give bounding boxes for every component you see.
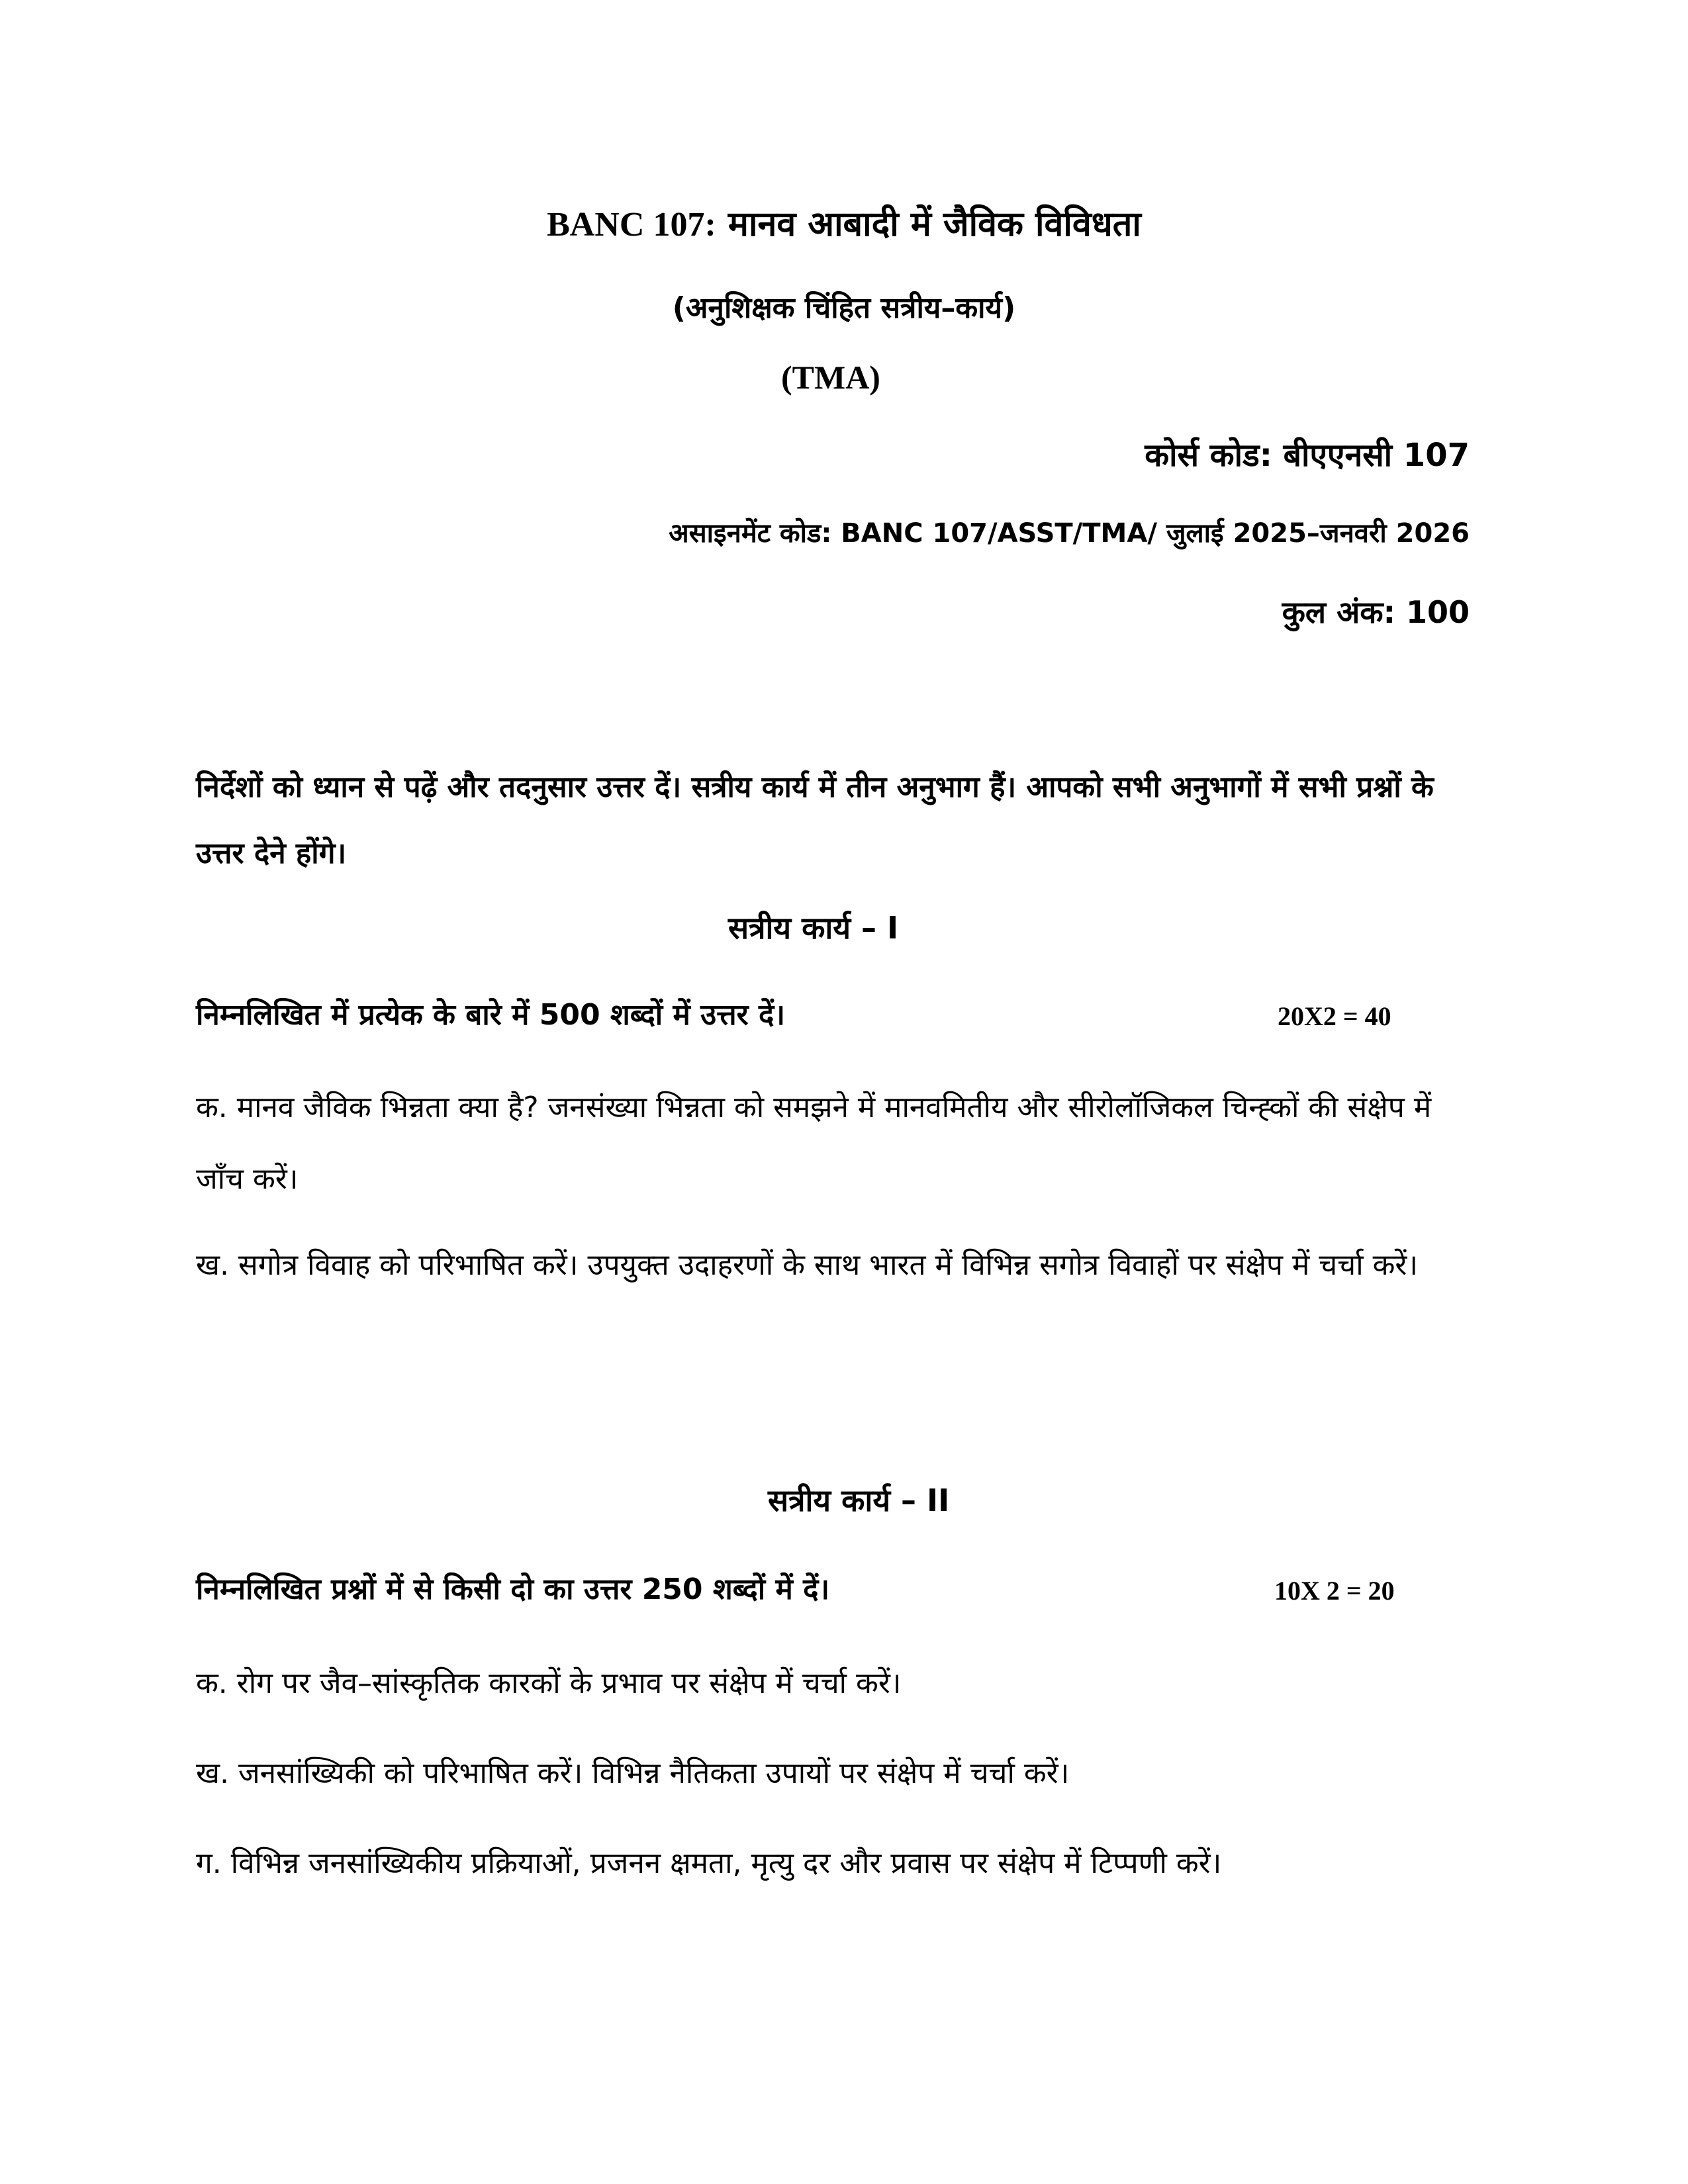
document-subtitle: (अनुशिक्षक चिंहित सत्रीय–कार्य) — [672, 291, 1016, 325]
section-1-question-b: ख. सगोत्र विवाह को परिभाषित करें। उपयुक्त उदाहरणों के साथ भारत में विभिन्न सगोत्र विवाहों पर संक्षेप में चर्चा करें। — [196, 1248, 1419, 1282]
general-instructions: निर्देशों को ध्यान से पढ़ें और तदनुसार उत्तर दें। सत्रीय कार्य में तीन अनुभाग हैं। आपको सभी अनुभागों में सभी प्रश्नों के उत्तर देने होंगे। — [196, 770, 1434, 870]
section-1-heading: सत्रीय कार्य – I — [728, 910, 899, 946]
tma-label: (TMA) — [781, 359, 880, 396]
assignment-code: असाइनमेंट कोड: BANC 107/ASST/TMA/ जुलाई 2025–जनवरी 2026 — [669, 518, 1470, 549]
section-2-heading: सत्रीय कार्य – II — [768, 1482, 950, 1518]
course-code: कोर्स कोड: बीएएनसी 107 — [1145, 437, 1470, 474]
section-1-instruction: निम्नलिखित में प्रत्येक के बारे में 500 शब्दों में उत्तर दें। — [196, 998, 786, 1032]
section-2-question-a: क. रोग पर जैव–सांस्कृतिक कारकों के प्रभाव पर संक्षेप में चर्चा करें। — [196, 1666, 902, 1700]
title-course-name: मानव आबादी में जैविक विविधता — [727, 204, 1141, 244]
section-2-question-b: ख. जनसांख्यिकी को परिभाषित करें। विभिन्न नैतिकता उपायों पर संक्षेप में चर्चा करें। — [196, 1756, 1070, 1790]
document-title — [0, 204, 1688, 246]
title-course-code: BANC 107: — [547, 206, 716, 244]
section-2-question-c: ग. विभिन्न जनसांख्यिकीय प्रक्रियाओं, प्रजनन क्षमता, मृत्यु दर और प्रवास पर संक्षेप में टिप्पणी करें। — [196, 1846, 1222, 1880]
section-2-marks: 10X 2 = 20 — [1274, 1576, 1395, 1606]
section-1-marks: 20X2 = 40 — [1278, 1001, 1391, 1031]
section-2-instruction: निम्नलिखित प्रश्नों में से किसी दो का उत्तर 250 शब्दों में दें। — [196, 1572, 830, 1606]
section-1-question-a: क. मानव जैविक भिन्नता क्या है? जनसंख्या भिन्नता को समझने में मानवमितीय और सीरोलॉजिकल चिन्ह्कों की संक्षेप में जाँच करें। — [196, 1091, 1432, 1196]
total-marks: कुल अंक: 100 — [1282, 594, 1470, 630]
